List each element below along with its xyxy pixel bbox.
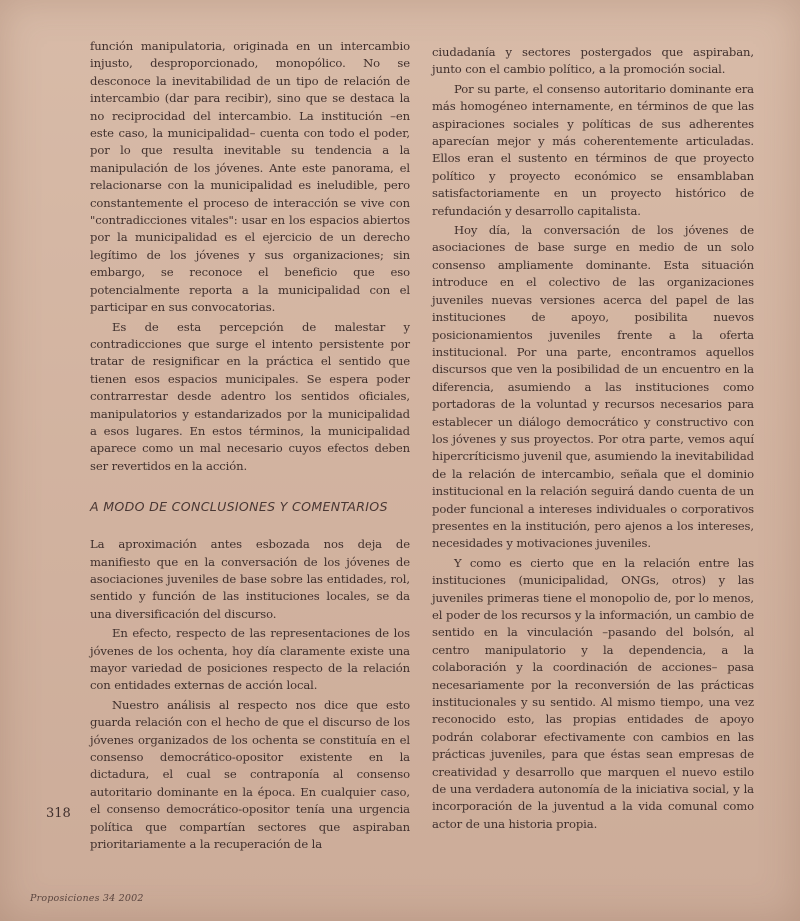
- footer-caption: Proposiciones 34 2002: [30, 893, 144, 904]
- paragraph: En efecto, respecto de las representaciones de los jóvenes de los ochenta, hoy día claramente existe una mayor variedad de posiciones respecto de la relación con entidades externas de acción local.: [90, 626, 410, 693]
- right-column: [432, 44, 754, 835]
- paragraph: La aproximación antes esbozada nos deja de manifiesto que en la conversación de los jóvenes de asociaciones juveniles de base sobre las entidades, rol, sentido y función de las instituciones locales, se da una diversificación del discurso.: [90, 537, 410, 621]
- paragraph: Es de esta percepción de malestar y contradicciones que surge el intento persistente por tratar de resignificar en la práctica el sentido que tienen esos espacios municipales. Se espera poder contrarrestar desde adentro los sentidos oficiales, manipulatorios y estandarizados por la municipalidad a esos lugares. En estos términos, la municipalidad aparece como un mal necesario cuyos efectos deben ser revertidos en la acción.: [90, 319, 410, 473]
- paragraph: ciudadanía y sectores postergados que aspiraban, junto con el cambio político, a la promoción social.: [432, 45, 754, 77]
- paragraph: Por su parte, el consenso autoritario dominante era más homogéneo internamente, en términos de que las aspiraciones sociales y políticas de sus adherentes aparecían mejor y más coherentemente articuladas. Ellos eran el sustento en términos de que proyecto político y proyecto económico se ensamblaban satisfactoriamente en un proyecto histórico de refundación y desarrollo capitalista.: [432, 81, 754, 218]
- paragraph: Hoy día, la conversación de los jóvenes de asociaciones de base surge en medio de un solo consenso ampliamente dominante. Esta situación introduce en el colectivo de las organizaciones juveniles nuevas versiones acerca del papel de las instituciones de apoyo, posibilita nuevos posicionamientos juveniles frente a la oferta institucional. Por una parte, encontramos aquellos discursos que ven la posibilidad de un encuentro en la diferencia, asumiendo a las instituciones como portadoras de la voluntad y recursos necesarios para establecer un diálogo democrático y constructivo con los jóvenes y sus proyectos. Por otra parte, vemos aquí hipercríticismo juvenil que, asumiendo la inevitabilidad de la relación de intercambio, señala que el dominio institucional en la relación seguirá dando cuenta de un poder funcional a intereses individuales o corporativos presentes en la institución, pero ajenos a los intereses, necesidades y motivaciones juveniles.: [432, 223, 754, 551]
- page-number: 318: [46, 806, 71, 821]
- paragraph: Y como es cierto que en la relación entre las instituciones (municipalidad, ONGs, otros) y las juveniles primeras tiene el monopolio de, por lo menos, el poder de los recursos y la información, un cambio de sentido en la vinculación –pasando del bolsón, al centro manipulatorio y la dependencia, a la colaboración y la coordinación de acciones– pasa necesariamente por la reconversión de las prácticas institucionales y su sentido. Al mismo tiempo, una vez reconocido esto, las propias entidades de apoyo podrán colaborar efectivamente con cambios en las prácticas juveniles, para que éstas sean empresas de creatividad y desarrollo que marquen el nuevo estilo de una verdadera autonomía de la iniciativa social, y la incorporación de la juventud a la vida comunal como actor de una historia propia.: [432, 555, 754, 831]
- left-column: [90, 38, 410, 855]
- paragraph: Nuestro análisis al respecto nos dice que esto guarda relación con el hecho de que el discurso de los jóvenes organizados de los ochenta se constituía en el consenso democrático-opositor existente en la dictadura, el cual se contraponía al consenso autoritario dominante en la época. En cualquier caso, el consenso democrático-opositor tenía una urgencia política que compartían sectores que aspiraban prioritariamente a la recuperación de la: [90, 697, 410, 852]
- paragraph: función manipulatoria, originada en un intercambio injusto, desproporcionado, monopólico. No se desconoce la inevitabilidad de un tipo de relación de intercambio (dar para recibir), sino que se destaca la no reciprocidad del intercambio. La institución –en este caso, la municipalidad– cuenta con todo el poder, por lo que resulta inevitable su tendencia a la manipulación de los jóvenes. Ante este panorama, el relacionarse con la municipalidad es ineludible, pero constantemente el proceso de interacción se vive con "contradicciones vitales": usar en los espacios abiertos por la municipalidad es el ejercicio de un derecho legítimo de los jóvenes y sus organizaciones; sin embargo, se reconoce el beneficio que eso potencialmente reporta a la municipalidad con el participar en sus convocatorias.: [90, 39, 410, 315]
- section-heading: A MODO DE CONCLUSIONES Y COMENTARIOS: [90, 499, 388, 515]
